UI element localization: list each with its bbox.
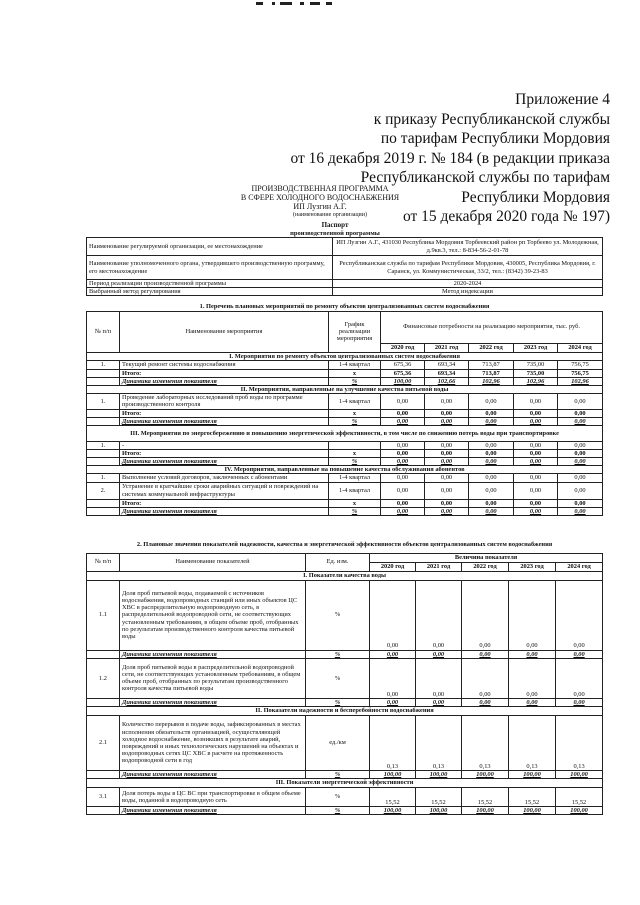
value-cell: 0,00 (416, 658, 462, 698)
section-row (87, 426, 603, 442)
passport-label: Наименование регулируемой организации, ее местонахождение (87, 238, 333, 256)
value-cell: 0,00 (558, 482, 603, 499)
table-row (87, 377, 603, 385)
col-value-header: Величина показателя (370, 553, 603, 562)
row-number (87, 377, 120, 385)
passport-row (87, 256, 603, 280)
row-number: 1. (87, 360, 120, 369)
value-cell: 0,00 (469, 458, 514, 466)
value-cell: 0,00 (381, 393, 425, 409)
value-cell: 0,00 (469, 499, 514, 507)
row-number: 1.2 (87, 658, 120, 698)
value-cell: 0,13 (462, 715, 509, 770)
row-name: Устранение в кратчайшие сроки аварийных ситуаций и повреждений на системах коммунальной инфраструктуры (120, 482, 329, 499)
passport-row (87, 288, 603, 296)
section-title: III. Показатели энергетической эффективности (87, 778, 603, 787)
value-cell: 0,00 (514, 474, 558, 482)
value-cell: 0,00 (416, 698, 462, 706)
value-cell: 102,96 (558, 377, 603, 385)
row-name: Итого: (120, 450, 329, 458)
value-cell: 0,00 (556, 658, 603, 698)
col-schedule-header: График реализации мероприятия (329, 311, 381, 352)
row-number (87, 369, 120, 377)
value-cell: 0,00 (469, 442, 514, 450)
row-name: Выполнение условий договоров, заключенных с абонентами (120, 474, 329, 482)
row-schedule: % (329, 507, 381, 515)
col-name-header: Наименование показателей (120, 553, 306, 571)
row-number: 3.1 (87, 787, 120, 806)
row-number (87, 806, 120, 814)
section-row (87, 571, 603, 580)
year-header: 2024 год (556, 562, 603, 571)
section-title: I. Мероприятия по ремонту объектов централизованных систем водоснабжения (87, 352, 603, 360)
row-number (87, 458, 120, 466)
value-cell: 0,00 (469, 417, 514, 425)
value-cell: 0,00 (370, 650, 416, 658)
row-number (87, 698, 120, 706)
value-cell: 0,00 (558, 442, 603, 450)
col-unit-header: Ед. изм. (306, 553, 370, 571)
value-cell: 0,00 (381, 409, 425, 417)
value-cell: 0,00 (425, 499, 469, 507)
value-cell: 15,52 (556, 787, 603, 806)
value-cell: 100,00 (462, 770, 509, 778)
value-cell: 0,00 (425, 417, 469, 425)
value-cell: 0,00 (514, 442, 558, 450)
passport-label: Выбранный метод регулирования (87, 288, 333, 296)
table-row (87, 787, 603, 806)
table-row (87, 409, 603, 417)
table-row (87, 580, 603, 650)
row-schedule (329, 442, 381, 450)
row-number (87, 507, 120, 515)
value-cell: 0,00 (381, 458, 425, 466)
row-number: 1.1 (87, 580, 120, 650)
row-schedule: % (329, 417, 381, 425)
year-header: 2022 год (462, 562, 509, 571)
table-row (87, 393, 603, 409)
table-row (87, 442, 603, 450)
value-cell: 693,34 (425, 369, 469, 377)
row-schedule: х (329, 450, 381, 458)
row-name: Динамика изменения показателя (120, 698, 306, 706)
col-num-header: № п/п (87, 553, 120, 571)
value-cell: 0,00 (509, 580, 556, 650)
value-cell: 102,96 (514, 377, 558, 385)
row-schedule: 1-4 квартал (329, 474, 381, 482)
value-cell: 100,00 (381, 377, 425, 385)
value-cell: 0,00 (425, 442, 469, 450)
value-cell: 100,00 (416, 806, 462, 814)
value-cell: 100,00 (509, 806, 556, 814)
row-name: Доля проб питьевой воды в распределительной водопроводной сети, не соответствующих установленным требованиям, в общем объеме проб, отобранных по результатам производственного контроля качества питьевой воды (120, 658, 306, 698)
row-number (87, 770, 120, 778)
value-cell: 713,87 (469, 360, 514, 369)
value-cell: 0,00 (425, 482, 469, 499)
value-cell: 0,00 (556, 698, 603, 706)
value-cell: 15,52 (509, 787, 556, 806)
value-cell: 675,36 (381, 369, 425, 377)
table-row (87, 482, 603, 499)
row-schedule: 1-4 квартал (329, 360, 381, 369)
organization-name: ИП Лузгин А.Г. (293, 202, 347, 211)
value-cell: 100,00 (462, 806, 509, 814)
value-cell: 735,00 (514, 360, 558, 369)
row-unit: % (306, 658, 370, 698)
value-cell: 693,34 (425, 360, 469, 369)
value-cell: 0,13 (556, 715, 603, 770)
value-cell: 0,00 (462, 650, 509, 658)
section-title: II. Мероприятия, направленные на улучшение качества питьевой воды (87, 385, 603, 393)
value-cell: 0,00 (469, 450, 514, 458)
value-cell: 0,00 (558, 417, 603, 425)
value-cell: 0,00 (469, 409, 514, 417)
table-row (87, 369, 603, 377)
value-cell: 0,13 (509, 715, 556, 770)
value-cell: 0,00 (514, 507, 558, 515)
value-cell: 0,00 (469, 393, 514, 409)
program-title: ПРОИЗВОДСТВЕННАЯ ПРОГРАММА (251, 184, 389, 193)
row-name: - (120, 442, 329, 450)
section-row (87, 352, 603, 360)
program-sphere: В СФЕРЕ ХОЛОДНОГО ВОДОСНАБЖЕНИЯ (240, 193, 400, 202)
row-unit: % (306, 787, 370, 806)
section-row (87, 385, 603, 393)
repair-measures-table (86, 302, 603, 516)
value-cell: 0,00 (370, 658, 416, 698)
passport-subtitle: производственной программы (290, 230, 380, 237)
row-unit: % (306, 650, 370, 658)
table2-title: 2. Плановые значения показателей надежности, качества и энергетической эффективности объектов централизованных систем водоснабжения (136, 541, 553, 549)
value-cell: 0,00 (558, 507, 603, 515)
row-name: Количество перерывов в подаче воды, зафиксированных в местах исполнения обязательств организацией, осуществляющей холодное водоснабжение, возникших в результате аварий, повреждений и иных технологических нарушений на объектах и водопроводных сетях ЦС ХВС в расчете на протяженность водопроводной сети в год (120, 715, 306, 770)
value-cell: 0,00 (514, 499, 558, 507)
row-name: Проведение лабораторных исследований проб воды по программе производственного контроля (120, 393, 329, 409)
row-schedule: х (329, 409, 381, 417)
row-name: Динамика изменения показателя (120, 770, 306, 778)
heading-line: Республики Мордовия (461, 188, 610, 206)
value-cell: 0,00 (381, 450, 425, 458)
value-cell: 0,00 (514, 417, 558, 425)
row-schedule: % (329, 458, 381, 466)
row-schedule: х (329, 369, 381, 377)
value-cell: 0,00 (558, 450, 603, 458)
passport-value: Республиканская служба по тарифам Республики Мордовия, 430005, Республика Мордовия, г. Саранск, ул. Коммунистическая, 33/2, тел.: (8342) 39-23-83 (333, 256, 603, 280)
row-number: 2. (87, 482, 120, 499)
value-cell: 15,52 (416, 787, 462, 806)
value-cell: 0,00 (462, 658, 509, 698)
value-cell: 100,00 (556, 770, 603, 778)
value-cell: 0,00 (416, 580, 462, 650)
passport-label: Период реализации производственной программы (87, 280, 333, 288)
row-unit: % (306, 698, 370, 706)
value-cell: 0,00 (425, 507, 469, 515)
value-cell: 756,75 (558, 360, 603, 369)
value-cell: 713,87 (469, 369, 514, 377)
row-unit: % (306, 770, 370, 778)
year-header: 2021 год (425, 343, 469, 352)
scan-artifact (250, 2, 340, 6)
value-cell: 0,00 (370, 698, 416, 706)
row-name: Итого: (120, 369, 329, 377)
row-number: 2.1 (87, 715, 120, 770)
row-number (87, 409, 120, 417)
row-schedule: х (329, 499, 381, 507)
value-cell: 0,00 (425, 450, 469, 458)
section-row (87, 466, 603, 474)
value-cell: 0,00 (381, 417, 425, 425)
value-cell: 0,00 (469, 482, 514, 499)
value-cell: 0,00 (514, 393, 558, 409)
row-name: Доля потерь воды в ЦС ВС при транспортировке в общем объеме воды, поданной в водопроводную сеть (120, 787, 306, 806)
table-row (87, 474, 603, 482)
row-schedule: 1-4 квартал (329, 482, 381, 499)
row-name: Динамика изменения показателя (120, 650, 306, 658)
value-cell: 0,00 (558, 474, 603, 482)
passport-row (87, 238, 603, 256)
value-cell: 102,66 (425, 377, 469, 385)
section-title: II. Показатели надежности и бесперебойности водоснабжения (87, 706, 603, 715)
row-name: Доля проб питьевой воды, подаваемой с источников водоснабжения, водопроводных станций или иных объектов ЦС ХВС в распределительную водопроводную сеть, в распределительной водопроводной сети, не соответствующих установленным требованиям, в общем объеме проб, отобранных по результатам производственного контроля качества питьевой воды (120, 580, 306, 650)
table-row (87, 360, 603, 369)
table1-title: 1. Перечень плановых мероприятий по ремонту объектов централизованных систем водоснабжения (199, 302, 490, 310)
passport-value: ИП Лузгин А.Г., 431030 Республика Мордовия Торбеевский район рп Торбеево ул. Молодежная, д.9кв.3, тел.: 8-834-56-2-01-78 (333, 238, 603, 256)
section-row (87, 778, 603, 787)
value-cell: 100,00 (370, 770, 416, 778)
value-cell: 0,00 (462, 698, 509, 706)
value-cell: 100,00 (556, 806, 603, 814)
value-cell: 0,00 (558, 458, 603, 466)
row-name: Итого: (120, 409, 329, 417)
value-cell: 0,00 (558, 409, 603, 417)
row-name: Текущий ремонт системы водоснабжения (120, 360, 329, 369)
value-cell: 0,00 (509, 658, 556, 698)
value-cell: 0,00 (558, 393, 603, 409)
section-title: I. Показатели качества воды (87, 571, 603, 580)
row-name: Динамика изменения показателя (120, 806, 306, 814)
table-row (87, 806, 603, 814)
value-cell: 0,13 (370, 715, 416, 770)
value-cell: 0,13 (416, 715, 462, 770)
year-header: 2020 год (381, 343, 425, 352)
value-cell: 0,00 (381, 474, 425, 482)
year-header: 2023 год (514, 343, 558, 352)
row-schedule: % (329, 377, 381, 385)
value-cell: 0,00 (381, 507, 425, 515)
row-name: Динамика изменения показателя (120, 507, 329, 515)
table-row (87, 650, 603, 658)
value-cell: 0,00 (425, 474, 469, 482)
value-cell: 100,00 (370, 806, 416, 814)
passport-title: Паспорт (321, 221, 349, 229)
year-header: 2023 год (509, 562, 556, 571)
year-header: 2024 год (558, 343, 603, 352)
row-name: Динамика изменения показателя (120, 417, 329, 425)
table-row (87, 715, 603, 770)
value-cell: 100,00 (509, 770, 556, 778)
value-cell: 100,00 (416, 770, 462, 778)
col-name-header: Наименование мероприятия (120, 311, 329, 352)
value-cell: 735,00 (514, 369, 558, 377)
table-row (87, 417, 603, 425)
table-row (87, 499, 603, 507)
value-cell: 0,00 (381, 442, 425, 450)
value-cell: 102,96 (469, 377, 514, 385)
value-cell: 0,00 (425, 393, 469, 409)
table-row (87, 698, 603, 706)
row-name: Динамика изменения показателя (120, 458, 329, 466)
row-number: 1. (87, 393, 120, 409)
value-cell: 0,00 (514, 409, 558, 417)
value-cell: 0,00 (416, 650, 462, 658)
row-schedule: 1-4 квартал (329, 393, 381, 409)
table-row (87, 450, 603, 458)
passport-label: Наименование уполномоченного органа, утвердившего производственную программу, его местонахождение (87, 256, 333, 280)
table-row (87, 458, 603, 466)
value-cell: 0,00 (509, 650, 556, 658)
value-cell: 0,00 (469, 507, 514, 515)
organization-caption: (наименование организации) (293, 212, 367, 218)
heading-line: по тарифам Республики Мордовия (380, 130, 610, 147)
value-cell: 15,52 (462, 787, 509, 806)
row-number (87, 450, 120, 458)
table-row (87, 770, 603, 778)
heading-line: Республиканской службы по тарифам (360, 169, 610, 186)
passport-value: 2020-2024 (333, 280, 603, 288)
row-unit: ед./км (306, 715, 370, 770)
col-num-header: № п/п (87, 311, 120, 352)
heading-line: к приказу Республиканской службы (373, 110, 610, 128)
value-cell: 0,00 (558, 499, 603, 507)
row-number: 1. (87, 474, 120, 482)
row-unit: % (306, 806, 370, 814)
value-cell: 0,00 (370, 580, 416, 650)
table-row (87, 658, 603, 698)
year-header: 2021 год (416, 562, 462, 571)
value-cell: 0,00 (514, 450, 558, 458)
value-cell: 0,00 (514, 458, 558, 466)
section-row (87, 706, 603, 715)
value-cell: 0,00 (425, 458, 469, 466)
row-number (87, 650, 120, 658)
col-finance-header: Финансовые потребности на реализацию мероприятия, тыс. руб. (381, 311, 603, 343)
value-cell: 0,00 (514, 482, 558, 499)
value-cell: 0,00 (556, 650, 603, 658)
value-cell: 0,00 (381, 499, 425, 507)
value-cell: 0,00 (509, 698, 556, 706)
passport-table (86, 237, 603, 296)
value-cell: 675,36 (381, 360, 425, 369)
year-header: 2022 год (469, 343, 514, 352)
value-cell: 0,00 (425, 409, 469, 417)
indicators-table (86, 537, 603, 815)
heading-line: Приложение 4 (515, 91, 610, 108)
value-cell: 756,75 (558, 369, 603, 377)
row-name: Динамика изменения показателя (120, 377, 329, 385)
heading-line: от 15 декабря 2020 года № 197) (402, 208, 610, 225)
passport-row (87, 280, 603, 288)
row-number: 1. (87, 442, 120, 450)
section-title: III. Мероприятия по энергосбережению и повышению энергетической эффективности, в том числе по снижению потерь воды при транспортировке (87, 426, 603, 442)
row-number (87, 499, 120, 507)
passport-value: Метод индексации (333, 288, 603, 296)
row-name: Итого: (120, 499, 329, 507)
value-cell: 0,00 (381, 482, 425, 499)
row-unit: % (306, 580, 370, 650)
value-cell: 15,52 (370, 787, 416, 806)
heading-line: от 16 декабря 2019 г. № 184 (в редакции приказа (290, 149, 610, 167)
row-number (87, 417, 120, 425)
table-row (87, 507, 603, 515)
value-cell: 0,00 (556, 580, 603, 650)
value-cell: 0,00 (469, 474, 514, 482)
section-title: IV. Мероприятия, направленные на повышение качества обслуживания абонентов (87, 466, 603, 474)
year-header: 2020 год (370, 562, 416, 571)
value-cell: 0,00 (462, 580, 509, 650)
